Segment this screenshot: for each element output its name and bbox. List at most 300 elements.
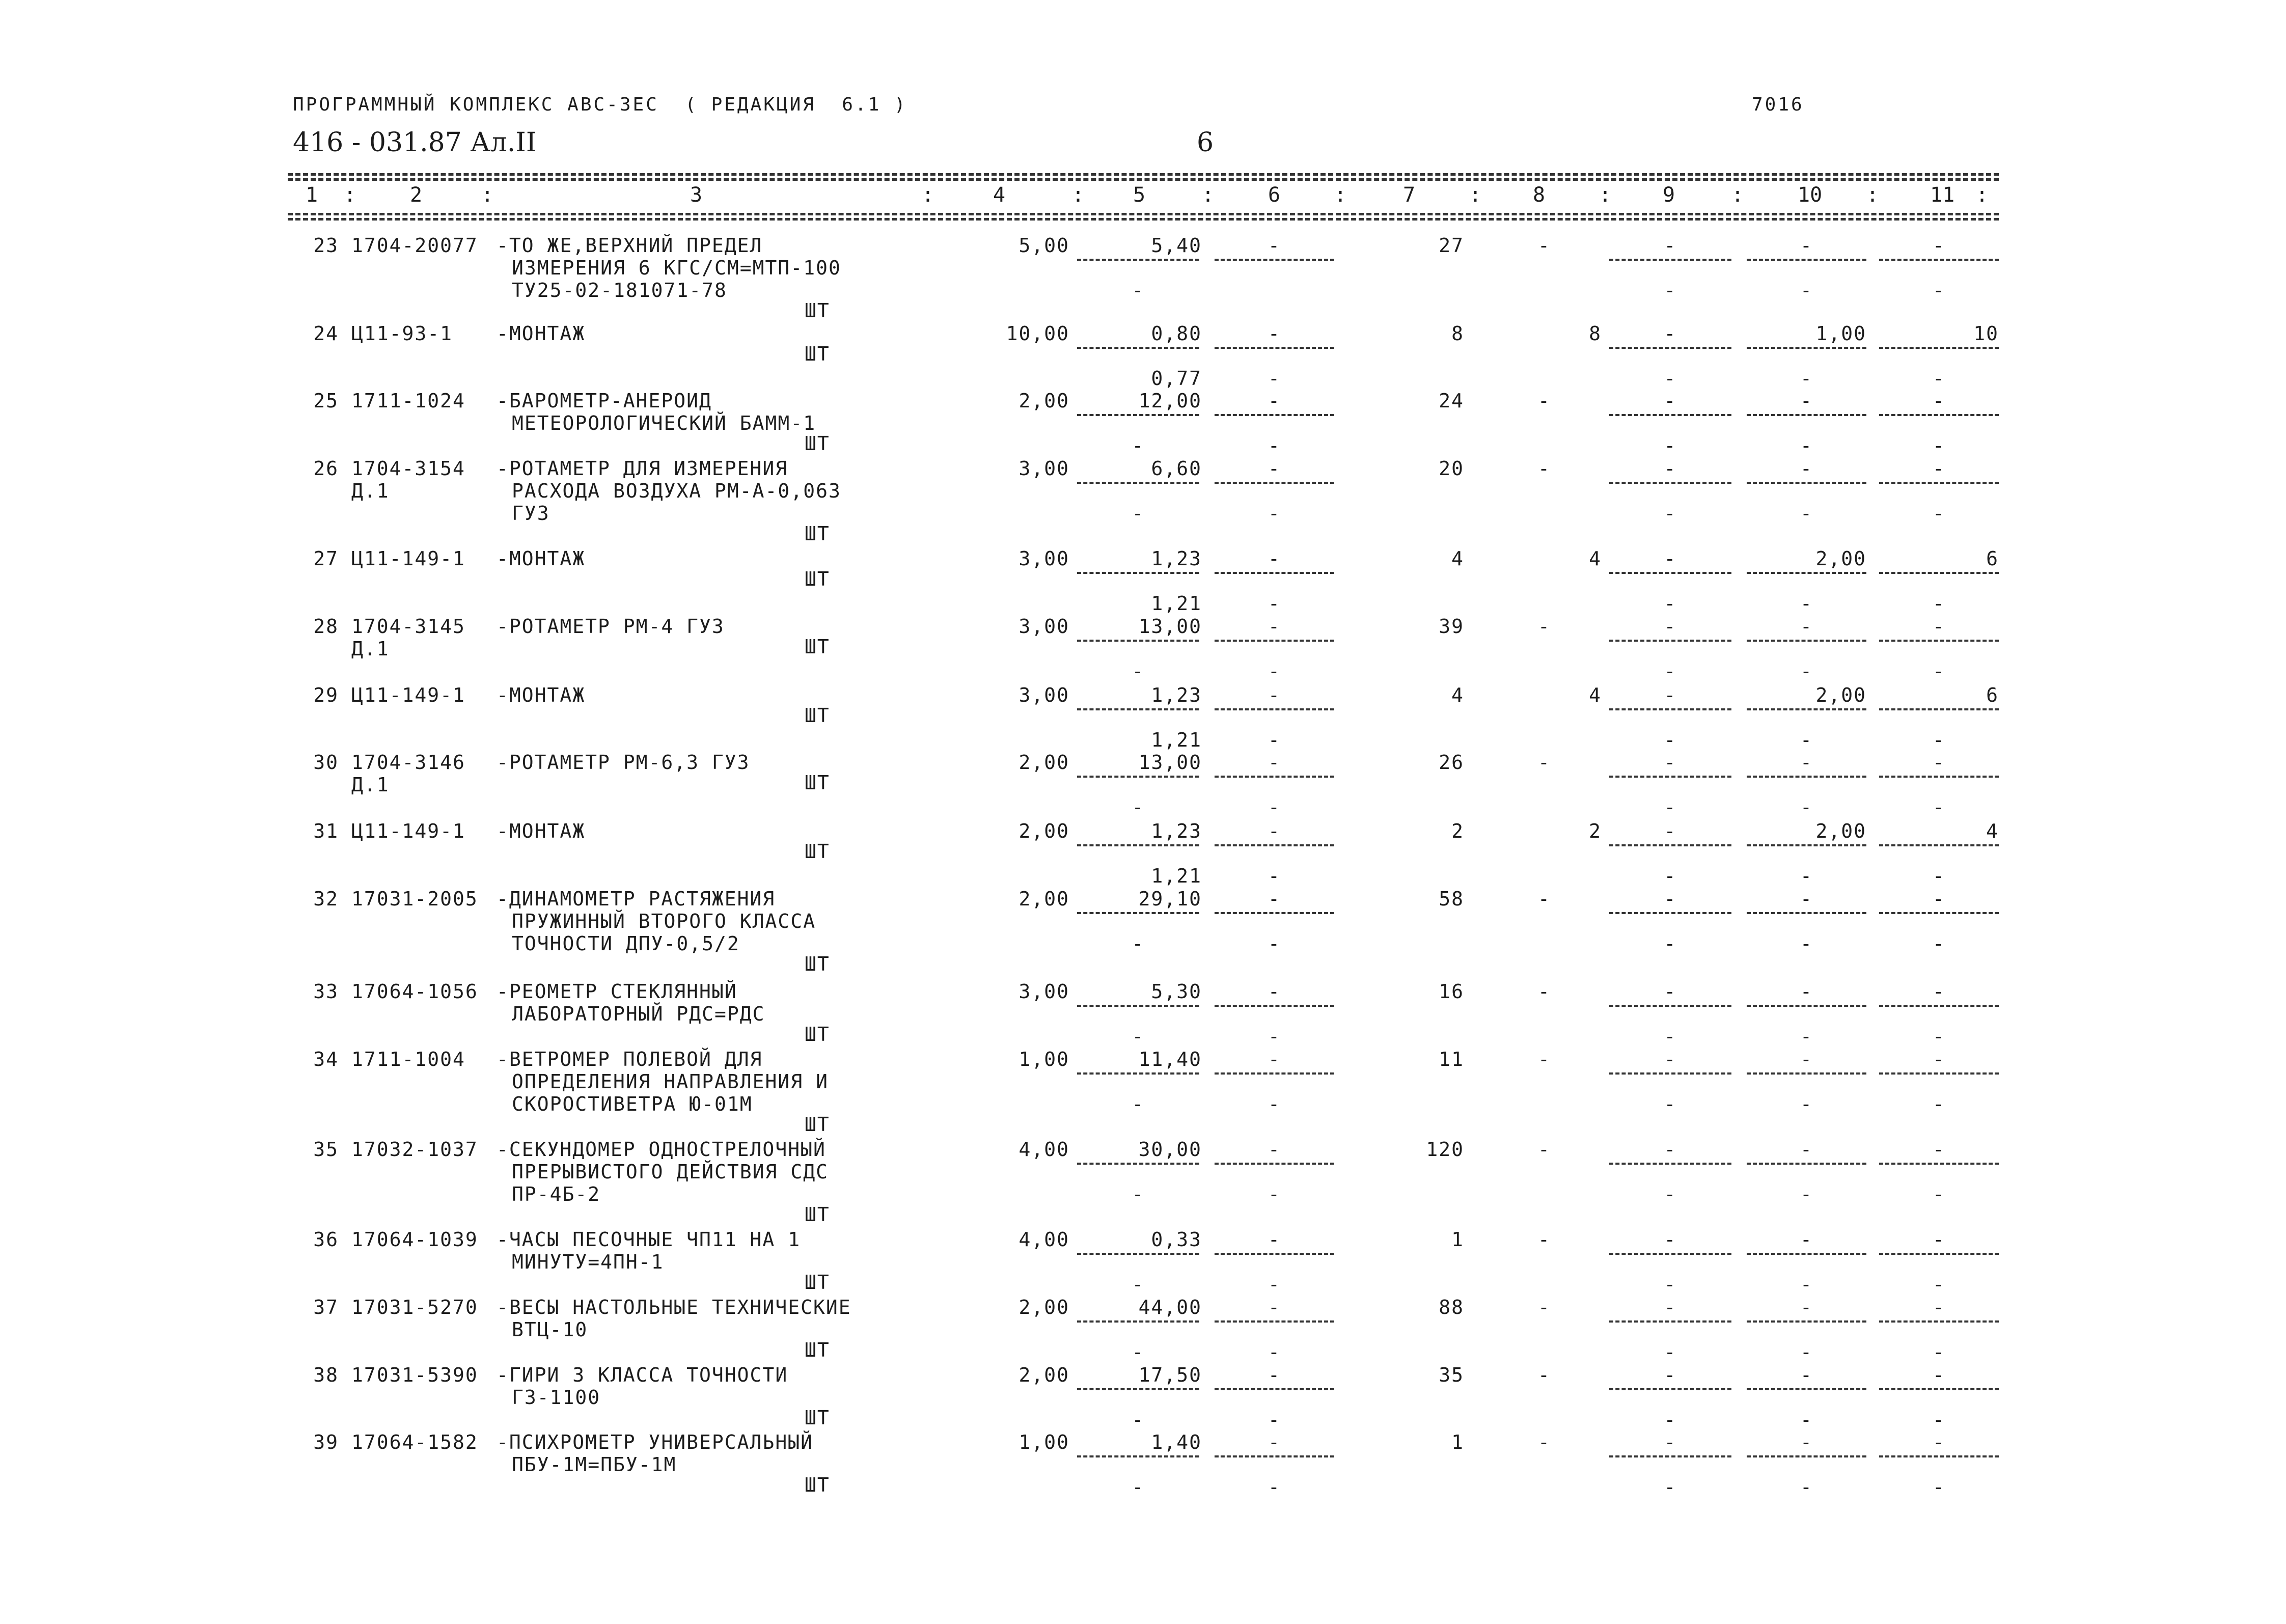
unit-price-secondary: - (1132, 279, 1145, 301)
unit-price: 11,40 (1138, 1048, 1202, 1070)
price-divider (1077, 572, 1199, 574)
column-header-1: 1 (306, 183, 318, 207)
price-divider (1077, 1253, 1199, 1255)
unit-price-secondary: - (1132, 1183, 1145, 1205)
column-8: - (1538, 234, 1551, 257)
column-10: - (1800, 980, 1813, 1003)
quantity: 2,00 (1018, 820, 1069, 842)
column-10-divider (1747, 1455, 1866, 1457)
item-description-line: Г3-1100 (512, 1386, 601, 1409)
unit-price-secondary: 0,77 (1151, 367, 1202, 390)
item-code: 1704-3146 (351, 751, 465, 774)
item-code: Ц11-93-1 (351, 322, 453, 345)
column-9-secondary: - (1664, 592, 1677, 615)
item-description-line: ЛАБОРАТОРНЫЙ РДС=РДС (512, 1003, 765, 1025)
column-6-secondary: - (1268, 1273, 1281, 1296)
column-9-divider (1609, 414, 1731, 416)
column-9-divider (1609, 1163, 1731, 1165)
column-11-secondary: - (1933, 1341, 1945, 1363)
column-9-divider (1609, 776, 1731, 778)
program-title: ПРОГРАММНЫЙ КОМПЛЕКС АВС-ЗЕС ( РЕДАКЦИЯ 6.1 ) (293, 94, 907, 115)
column-11-divider (1879, 912, 1999, 914)
price-divider (1077, 482, 1199, 484)
document-reference: 416 - 031.87 Ал.II (293, 127, 537, 158)
column-11: - (1933, 1296, 1945, 1318)
column-9: - (1664, 980, 1677, 1003)
column-11-secondary: - (1933, 367, 1945, 390)
column-8: - (1538, 751, 1551, 774)
header-top-rule-2 (288, 178, 1999, 181)
unit: ШТ (805, 1023, 830, 1045)
column-6-secondary: - (1268, 1183, 1281, 1205)
unit: ШТ (805, 704, 830, 727)
column-9-secondary: - (1664, 1341, 1677, 1363)
column-11-divider (1879, 776, 1999, 778)
column-10-secondary: - (1800, 434, 1813, 457)
column-6: - (1268, 1431, 1281, 1453)
total: 39 (1439, 615, 1464, 638)
price-divider-6 (1215, 482, 1334, 484)
column-header-10: 10 (1798, 183, 1823, 207)
column-10: - (1800, 1364, 1813, 1386)
unit-price-secondary: - (1132, 1273, 1145, 1296)
item-description-line: ПРУЖИННЫЙ ВТОРОГО КЛАССА (512, 910, 816, 932)
column-10-secondary: - (1800, 592, 1813, 615)
column-9-secondary: - (1664, 660, 1677, 682)
row-number: 27 (313, 547, 339, 570)
unit-price-secondary: - (1132, 660, 1145, 682)
column-10-secondary: - (1800, 660, 1813, 682)
column-11: - (1933, 390, 1945, 412)
column-9-divider (1609, 572, 1731, 574)
unit-price-secondary: - (1132, 932, 1145, 955)
column-11: 6 (1986, 684, 1999, 706)
item-description-line: ВТЦ-10 (512, 1318, 588, 1341)
column-9-secondary: - (1664, 1409, 1677, 1431)
item-description-line: -ЧАСЫ ПЕСОЧНЫЕ ЧП11 НА 1 (497, 1228, 801, 1251)
item-description-line: -МОНТАЖ (497, 684, 586, 706)
unit-price: 0,80 (1151, 322, 1202, 345)
column-10: - (1800, 615, 1813, 638)
unit-price: 1,40 (1151, 1431, 1202, 1453)
unit-price: 1,23 (1151, 547, 1202, 570)
unit-price: 17,50 (1138, 1364, 1202, 1386)
unit: ШТ (805, 299, 830, 322)
unit-price: 5,30 (1151, 980, 1202, 1003)
column-header-7: 7 (1403, 183, 1416, 207)
column-9-divider (1609, 1253, 1731, 1255)
quantity: 2,00 (1018, 1364, 1069, 1386)
column-6: - (1268, 751, 1281, 774)
column-6: - (1268, 820, 1281, 842)
column-9: - (1664, 1048, 1677, 1070)
column-9: - (1664, 1431, 1677, 1453)
item-code: Ц11-149-1 (351, 684, 465, 706)
price-divider-6 (1215, 1455, 1334, 1457)
column-11-divider (1879, 1455, 1999, 1457)
column-10-divider (1747, 414, 1866, 416)
unit-price-secondary: - (1132, 1341, 1145, 1363)
price-divider-6 (1215, 708, 1334, 710)
item-description-line: -БАРОМЕТР-АНЕРОИД (497, 390, 712, 412)
price-divider-6 (1215, 640, 1334, 642)
column-9: - (1664, 820, 1677, 842)
column-8: - (1538, 390, 1551, 412)
unit-price-secondary: - (1132, 1093, 1145, 1115)
price-divider-6 (1215, 1320, 1334, 1323)
item-description-line: -РОТАМЕТР ДЛЯ ИЗМЕРЕНИЯ (497, 457, 788, 480)
item-description-line: -ДИНАМОМЕТР РАСТЯЖЕНИЯ (497, 888, 776, 910)
row-number: 23 (313, 234, 339, 257)
column-9: - (1664, 547, 1677, 570)
column-11: 4 (1986, 820, 1999, 842)
unit: ШТ (805, 953, 830, 975)
column-10: - (1800, 1431, 1813, 1453)
price-divider-6 (1215, 414, 1334, 416)
column-9: - (1664, 234, 1677, 257)
item-code: 1711-1004 (351, 1048, 465, 1070)
total: 11 (1439, 1048, 1464, 1070)
column-9-divider (1609, 640, 1731, 642)
column-9-secondary: - (1664, 865, 1677, 887)
column-8: 8 (1589, 322, 1602, 345)
column-8: - (1538, 1048, 1551, 1070)
price-divider-6 (1215, 1253, 1334, 1255)
column-10-secondary: - (1800, 932, 1813, 955)
column-10-secondary: - (1800, 279, 1813, 301)
item-description-line: -ГИРИ 3 КЛАССА ТОЧНОСТИ (497, 1364, 788, 1386)
column-11-divider (1879, 640, 1999, 642)
quantity: 3,00 (1018, 684, 1069, 706)
column-6: - (1268, 615, 1281, 638)
price-divider (1077, 1072, 1199, 1075)
column-9-secondary: - (1664, 1476, 1677, 1498)
total: 4 (1451, 684, 1464, 706)
column-6: - (1268, 1228, 1281, 1251)
quantity: 1,00 (1018, 1048, 1069, 1070)
column-11: 6 (1986, 547, 1999, 570)
column-9: - (1664, 1296, 1677, 1318)
unit-price-secondary: 1,21 (1151, 592, 1202, 615)
unit-price-secondary: - (1132, 502, 1145, 525)
column-9: - (1664, 684, 1677, 706)
column-10: 2,00 (1815, 547, 1866, 570)
column-8: 4 (1589, 684, 1602, 706)
column-6-secondary: - (1268, 1025, 1281, 1048)
column-6-secondary: - (1268, 796, 1281, 818)
item-description-line: РАСХОДА ВОЗДУХА РМ-А-0,063 (512, 480, 841, 502)
column-11-secondary: - (1933, 865, 1945, 887)
column-10-secondary: - (1800, 1093, 1813, 1115)
column-11-divider (1879, 1320, 1999, 1323)
column-11-divider (1879, 347, 1999, 349)
column-6-secondary: - (1268, 592, 1281, 615)
item-description-line: ПРЕРЫВИСТОГО ДЕЙСТВИЯ СДС (512, 1161, 829, 1183)
item-description-line: ПБУ-1М=ПБУ-1М (512, 1453, 677, 1476)
column-9-divider (1609, 1072, 1731, 1075)
column-9: - (1664, 751, 1677, 774)
item-code: 1711-1024 (351, 390, 465, 412)
price-divider (1077, 844, 1199, 846)
total: 16 (1439, 980, 1464, 1003)
column-10-divider (1747, 572, 1866, 574)
column-9-divider (1609, 1005, 1731, 1007)
column-9-divider (1609, 347, 1731, 349)
item-description-line: -ВЕСЫ НАСТОЛЬНЫЕ ТЕХНИЧЕСКИЕ (497, 1296, 851, 1318)
column-10-secondary: - (1800, 1409, 1813, 1431)
price-divider (1077, 1320, 1199, 1323)
column-11-divider (1879, 1005, 1999, 1007)
column-10-divider (1747, 482, 1866, 484)
column-8: - (1538, 1228, 1551, 1251)
column-10: - (1800, 1138, 1813, 1161)
quantity: 10,00 (1006, 322, 1069, 345)
column-11: - (1933, 457, 1945, 480)
unit-price-secondary: 1,21 (1151, 865, 1202, 887)
column-8: - (1538, 1364, 1551, 1386)
unit-price-secondary: 1,21 (1151, 729, 1202, 751)
row-number: 28 (313, 615, 339, 638)
header-bottom-rule-2 (288, 218, 1999, 221)
column-6-secondary: - (1268, 660, 1281, 682)
item-code: 17031-5270 (351, 1296, 478, 1318)
price-divider-6 (1215, 776, 1334, 778)
column-10-secondary: - (1800, 865, 1813, 887)
column-header-3: 3 (690, 183, 703, 207)
column-8: - (1538, 1296, 1551, 1318)
row-number: 26 (313, 457, 339, 480)
quantity: 1,00 (1018, 1431, 1069, 1453)
row-number: 24 (313, 322, 339, 345)
row-number: 35 (313, 1138, 339, 1161)
column-9-divider (1609, 912, 1731, 914)
column-9-secondary: - (1664, 932, 1677, 955)
column-11-divider (1879, 1388, 1999, 1390)
total: 20 (1439, 457, 1464, 480)
total: 26 (1439, 751, 1464, 774)
column-6-secondary: - (1268, 1409, 1281, 1431)
column-11-divider (1879, 1163, 1999, 1165)
column-8: 4 (1589, 547, 1602, 570)
item-code-suffix: Д.1 (351, 480, 390, 502)
column-6: - (1268, 1048, 1281, 1070)
unit: ШТ (805, 1271, 830, 1293)
column-11-secondary: - (1933, 434, 1945, 457)
item-code: 1704-3145 (351, 615, 465, 638)
column-6: - (1268, 390, 1281, 412)
item-code: Ц11-149-1 (351, 820, 465, 842)
column-6: - (1268, 322, 1281, 345)
column-11: - (1933, 615, 1945, 638)
column-6-secondary: - (1268, 434, 1281, 457)
price-divider-6 (1215, 347, 1334, 349)
unit-price-secondary: - (1132, 1476, 1145, 1498)
unit-price-secondary: - (1132, 1409, 1145, 1431)
column-10-secondary: - (1800, 1476, 1813, 1498)
column-9-divider (1609, 1320, 1731, 1323)
column-6: - (1268, 980, 1281, 1003)
column-11: - (1933, 980, 1945, 1003)
column-10-secondary: - (1800, 729, 1813, 751)
column-6-secondary: - (1268, 1093, 1281, 1115)
column-6: - (1268, 1296, 1281, 1318)
column-11-secondary: - (1933, 1476, 1945, 1498)
column-11: - (1933, 888, 1945, 910)
column-8: - (1538, 980, 1551, 1003)
column-9: - (1664, 457, 1677, 480)
total: 1 (1451, 1228, 1464, 1251)
column-11-divider (1879, 844, 1999, 846)
column-9: - (1664, 1138, 1677, 1161)
unit-price: 6,60 (1151, 457, 1202, 480)
quantity: 2,00 (1018, 888, 1069, 910)
item-description-line: ПР-4Б-2 (512, 1183, 601, 1205)
column-11: - (1933, 1364, 1945, 1386)
column-6-secondary: - (1268, 729, 1281, 751)
price-divider-6 (1215, 1072, 1334, 1075)
column-10: - (1800, 1228, 1813, 1251)
total: 120 (1426, 1138, 1464, 1161)
column-11-divider (1879, 259, 1999, 261)
column-9-divider (1609, 259, 1731, 261)
column-6: - (1268, 888, 1281, 910)
page-number: 6 (1197, 127, 1214, 158)
item-code: 1704-20077 (351, 234, 478, 257)
unit-price: 13,00 (1138, 751, 1202, 774)
column-10-divider (1747, 640, 1866, 642)
column-10: - (1800, 390, 1813, 412)
item-description-line: -ВЕТРОМЕР ПОЛЕВОЙ ДЛЯ (497, 1048, 763, 1070)
item-description-line: -МОНТАЖ (497, 820, 586, 842)
column-10-secondary: - (1800, 1341, 1813, 1363)
unit-price: 1,23 (1151, 684, 1202, 706)
unit-price: 13,00 (1138, 615, 1202, 638)
column-11-secondary: - (1933, 592, 1945, 615)
unit-price: 1,23 (1151, 820, 1202, 842)
column-10-divider (1747, 844, 1866, 846)
item-description-line: -МОНТАЖ (497, 547, 586, 570)
column-10: - (1800, 1296, 1813, 1318)
row-number: 37 (313, 1296, 339, 1318)
column-11-secondary: - (1933, 796, 1945, 818)
column-11: 10 (1973, 322, 1999, 345)
column-10: - (1800, 888, 1813, 910)
item-description-line: -ТО ЖЕ,ВЕРХНИЙ ПРЕДЕЛ (497, 234, 763, 257)
quantity: 4,00 (1018, 1138, 1069, 1161)
unit-price: 12,00 (1138, 390, 1202, 412)
total: 2 (1451, 820, 1464, 842)
quantity: 5,00 (1018, 234, 1069, 257)
item-code: 17031-5390 (351, 1364, 478, 1386)
column-10: - (1800, 1048, 1813, 1070)
column-11: - (1933, 1138, 1945, 1161)
total: 58 (1439, 888, 1464, 910)
item-code-suffix: Д.1 (351, 638, 390, 660)
item-code: 17064-1582 (351, 1431, 478, 1453)
row-number: 32 (313, 888, 339, 910)
price-divider (1077, 640, 1199, 642)
price-divider-6 (1215, 1005, 1334, 1007)
quantity: 2,00 (1018, 751, 1069, 774)
price-divider-6 (1215, 844, 1334, 846)
column-8: - (1538, 888, 1551, 910)
column-11-secondary: - (1933, 1273, 1945, 1296)
row-number: 30 (313, 751, 339, 774)
row-number: 38 (313, 1364, 339, 1386)
column-11: - (1933, 1048, 1945, 1070)
price-divider (1077, 347, 1199, 349)
column-9: - (1664, 1364, 1677, 1386)
item-description-line: ИЗМЕРЕНИЯ 6 КГС/СМ=МТП-100 (512, 257, 841, 279)
unit-price: 29,10 (1138, 888, 1202, 910)
quantity: 3,00 (1018, 615, 1069, 638)
column-10-divider (1747, 1072, 1866, 1075)
column-10: 2,00 (1815, 684, 1866, 706)
row-number: 34 (313, 1048, 339, 1070)
column-6-secondary: - (1268, 932, 1281, 955)
column-10-secondary: - (1800, 502, 1813, 525)
column-6: - (1268, 457, 1281, 480)
column-11-secondary: - (1933, 660, 1945, 682)
item-code: Ц11-149-1 (351, 547, 465, 570)
column-11-divider (1879, 572, 1999, 574)
column-9: - (1664, 390, 1677, 412)
row-number: 31 (313, 820, 339, 842)
price-divider-6 (1215, 1388, 1334, 1390)
column-10-divider (1747, 776, 1866, 778)
column-header-2: 2 (410, 183, 423, 207)
column-8: - (1538, 615, 1551, 638)
column-11-secondary: - (1933, 279, 1945, 301)
quantity: 3,00 (1018, 980, 1069, 1003)
unit: ШТ (805, 432, 830, 455)
unit-price-secondary: - (1132, 796, 1145, 818)
column-9-secondary: - (1664, 1183, 1677, 1205)
unit: ШТ (805, 772, 830, 794)
column-9-divider (1609, 844, 1731, 846)
column-10-divider (1747, 259, 1866, 261)
column-9-divider (1609, 1388, 1731, 1390)
column-9-secondary: - (1664, 434, 1677, 457)
column-11-secondary: - (1933, 932, 1945, 955)
column-10-divider (1747, 1320, 1866, 1323)
unit: ШТ (805, 636, 830, 658)
price-divider (1077, 414, 1199, 416)
column-6-secondary: - (1268, 865, 1281, 887)
unit: ШТ (805, 1407, 830, 1429)
column-9-secondary: - (1664, 279, 1677, 301)
item-description-line: СКОРОСТИВЕТРА Ю-01М (512, 1093, 753, 1115)
column-6: - (1268, 684, 1281, 706)
unit: ШТ (805, 343, 830, 365)
column-11-secondary: - (1933, 1025, 1945, 1048)
column-6: - (1268, 547, 1281, 570)
price-divider (1077, 1005, 1199, 1007)
column-6-secondary: - (1268, 502, 1281, 525)
column-10-divider (1747, 1163, 1866, 1165)
column-10: 2,00 (1815, 820, 1866, 842)
row-number: 25 (313, 390, 339, 412)
column-10-secondary: - (1800, 1025, 1813, 1048)
item-code: 17032-1037 (351, 1138, 478, 1161)
price-divider-6 (1215, 1163, 1334, 1165)
item-code: 17064-1039 (351, 1228, 478, 1251)
unit: ШТ (805, 1203, 830, 1226)
column-9-secondary: - (1664, 1025, 1677, 1048)
item-description-line: -ПСИХРОМЕТР УНИВЕРСАЛЬНЫЙ (497, 1431, 813, 1453)
column-11-secondary: - (1933, 1093, 1945, 1115)
total: 8 (1451, 322, 1464, 345)
